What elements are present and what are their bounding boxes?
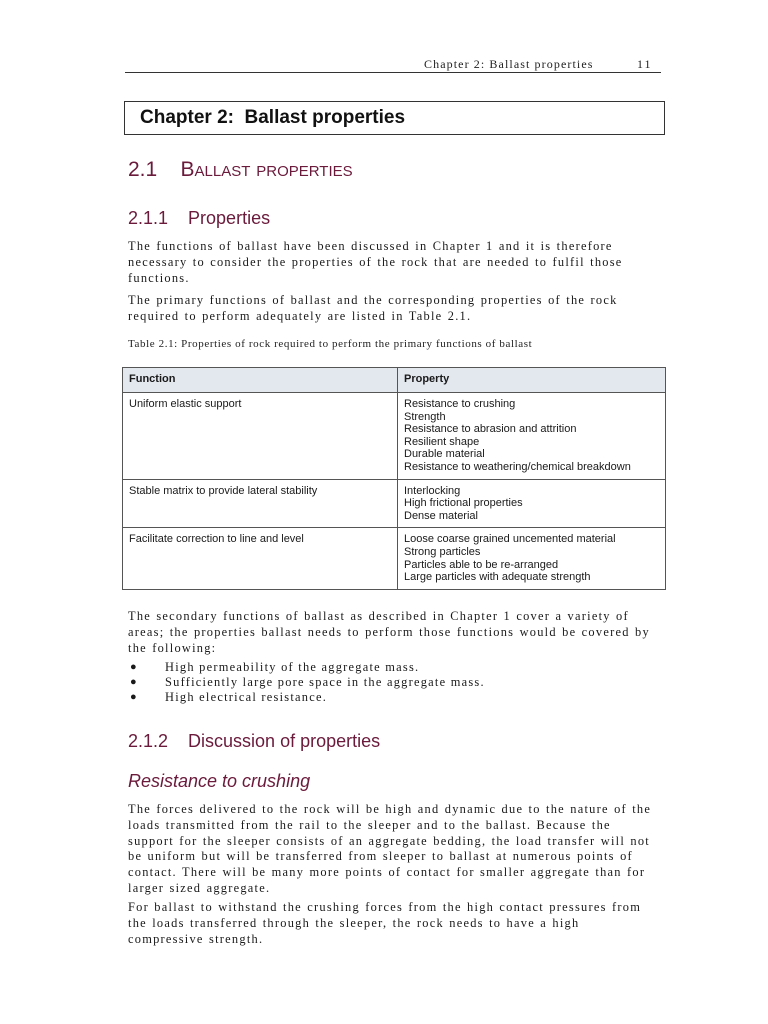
header-rule (125, 72, 661, 73)
running-header: Chapter 2: Ballast properties (424, 57, 594, 71)
paragraph: The forces delivered to the rock will be high and dynamic due to the nature of the loads transmitted from the rail to the sleeper and to the ballast. Because the support for the sleeper consists of an aggregate bedding, the load transfer will not be uniform but will be transferred from sleeper to ballast at numerous points of contact. There will be many more points of contact for smaller aggregate than for larger sized aggregate. (128, 802, 652, 895)
list-item (128, 675, 660, 690)
property-item: Resistance to weathering/chemical breakdown (404, 460, 631, 473)
property-item: Loose coarse grained uncemented material (404, 533, 616, 546)
table-caption: Table 2.1: Properties of rock required to perform the primary functions of ballast (128, 338, 533, 350)
table-header-row (123, 368, 666, 393)
list-item-text: Sufficiently large pore space in the aggregate mass. (165, 674, 485, 689)
bullet-icon: ● (130, 661, 138, 673)
paragraph: The secondary functions of ballast as described in Chapter 1 cover a variety of areas; the properties ballast needs to perform those functions would be covered by the following: (128, 609, 650, 655)
topic-heading: Resistance to crushing (128, 771, 311, 791)
function-cell: Stable matrix to provide lateral stability (123, 479, 398, 528)
property-item: High frictional properties (404, 497, 523, 510)
list-item (128, 660, 660, 675)
bullet-list (128, 660, 660, 704)
property-item: Particles able to be re-arranged (404, 558, 559, 571)
property-item: Dense material (404, 509, 478, 522)
property-item: Interlocking (404, 484, 461, 497)
property-item: Large particles with adequate strength (404, 571, 591, 584)
chapter-box (124, 101, 665, 135)
table-row (123, 528, 666, 589)
property-item: Strong particles (404, 545, 481, 558)
property-item: Durable material (404, 448, 485, 461)
bullet-icon: ● (130, 675, 138, 688)
properties-table (122, 367, 666, 590)
paragraph: For ballast to withstand the crushing forces from the high contact pressures from the loads transferred through the sleeper, the rock needs to have a high compressive strength. (128, 900, 642, 946)
subsection-heading-properties: 2.1.1 Properties (128, 208, 271, 228)
property-cell (398, 393, 666, 480)
property-item: Strength (404, 410, 446, 423)
section-heading: 2.1 Ballast properties (128, 158, 353, 181)
paragraph: The primary functions of ballast and the corresponding properties of the rock required to perform adequately are listed in Table 2.1. (128, 293, 618, 323)
property-cell (398, 479, 666, 528)
chapter-title: Chapter 2: Ballast properties (140, 107, 406, 128)
property-item: Resistance to abrasion and attrition (404, 423, 577, 436)
table-header-cell: Function (123, 368, 398, 393)
subsection-heading-discussion: 2.1.2 Discussion of properties (128, 731, 381, 751)
function-cell: Uniform elastic support (123, 393, 398, 480)
property-cell (398, 528, 666, 589)
property-item: Resistance to crushing (404, 398, 516, 410)
bullet-icon: ● (130, 690, 138, 703)
function-cell: Facilitate correction to line and level (123, 528, 398, 589)
list-item-text: High electrical resistance. (165, 689, 328, 704)
table-row (123, 393, 666, 480)
page-number: 11 (637, 57, 653, 71)
table-row (123, 479, 666, 528)
paragraph: The functions of ballast have been discussed in Chapter 1 and it is therefore necessary to consider the properties of the rock that are needed to fulfil those functions. (128, 239, 623, 285)
table-header-cell: Property (398, 368, 666, 393)
property-item: Resilient shape (404, 435, 480, 448)
list-item-text: High permeability of the aggregate mass. (165, 660, 420, 674)
list-item (128, 690, 660, 705)
